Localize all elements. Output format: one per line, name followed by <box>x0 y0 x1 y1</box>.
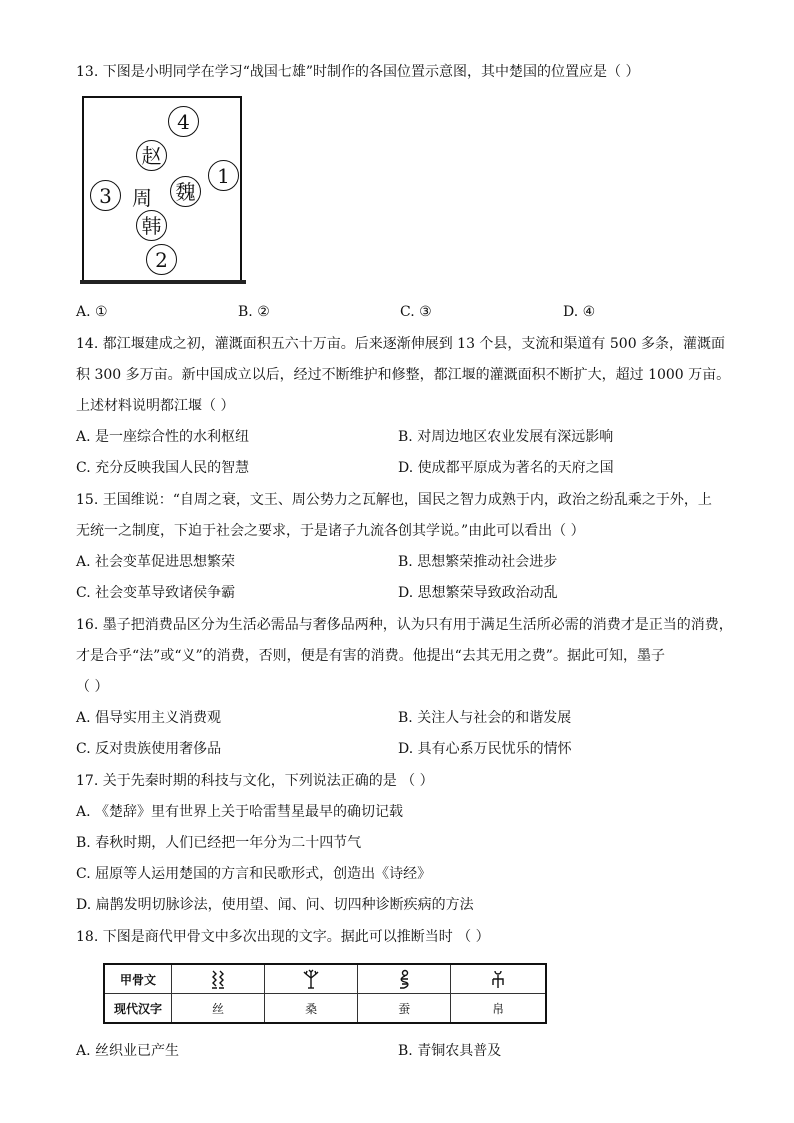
q18-option-a[interactable]: A. 丝织业已产生 <box>76 1043 180 1059</box>
q14-option-c[interactable]: C. 充分反映我国人民的智慧 <box>76 460 250 476</box>
oracle-bo-icon <box>487 968 509 990</box>
q15-option-a[interactable]: A. 社会变革促进思想繁荣 <box>76 554 236 570</box>
oracle-glyph-si <box>172 964 265 994</box>
q16-option-b[interactable]: B. 关注人与社会的和谐发展 <box>398 710 572 726</box>
question-17-stem: 17. 关于先秦时期的科技与文化，下列说法正确的是 （ ） <box>76 773 434 789</box>
question-16-line1: 16. 墨子把消费品区分为生活必需品与奢侈品两种，认为只有用于满足生活所必需的消费才是正当的消费， <box>76 617 733 633</box>
map-position-2: 2 <box>146 244 177 275</box>
map-state-han: 韩 <box>136 210 167 241</box>
q13-option-d[interactable]: D. ④ <box>563 304 596 320</box>
q13-option-c[interactable]: C. ③ <box>400 304 432 320</box>
map-position-1: 1 <box>208 160 239 191</box>
question-15-line1: 15. 王国维说：“自周之衰，文王、周公势力之瓦解也，国民之智力成熟于内，政治之纷乱乘之于外，上 <box>76 492 712 508</box>
question-18-stem: 18. 下图是商代甲骨文中多次出现的文字。据此可以推断当时 （ ） <box>76 929 490 945</box>
question-15-line2: 无统一之制度，下迫于社会之要求，于是诸子九流各创其学说。”由此可以看出（ ） <box>76 523 585 539</box>
q15-option-d[interactable]: D. 思想繁荣导致政治动乱 <box>398 585 558 601</box>
q13-option-a[interactable]: A. ① <box>76 304 108 320</box>
question-14-line2: 积 300 多万亩。新中国成立以后，经过不断维护和修整，都江堰的灌溉面积不断扩大，超过 1000 万亩。 <box>76 367 731 383</box>
q17-option-d[interactable]: D. 扁鹊发明切脉诊法，使用望、闻、问、切四种诊断疾病的方法 <box>76 897 474 913</box>
warring-states-map <box>82 96 242 282</box>
modern-char-header: 现代汉字 <box>104 994 172 1024</box>
question-14-line1: 14. 都江堰建成之初，灌溉面积五六十万亩。后来逐渐伸展到 13 个县，支流和渠道有 500 多条，灌溉面 <box>76 336 726 352</box>
oracle-bone-header: 甲骨文 <box>104 964 172 994</box>
q13-option-b[interactable]: B. ② <box>238 304 270 320</box>
q16-option-a[interactable]: A. 倡导实用主义消费观 <box>76 710 222 726</box>
modern-char-row <box>104 994 546 1024</box>
oracle-sang-icon <box>300 968 322 990</box>
oracle-glyph-bo <box>451 964 546 994</box>
question-16-line2: 才是合乎“法”或“义”的消费，否则，便是有害的消费。他提出“去其无用之费”。据此可知，墨子 <box>76 648 665 664</box>
oracle-bone-table <box>103 963 547 1024</box>
question-13-stem: 13. 下图是小明同学在学习“战国七雄”时制作的各国位置示意图，其中楚国的位置应是（ ） <box>76 64 640 80</box>
modern-char-bo: 帛 <box>451 994 546 1024</box>
modern-char-sang: 桑 <box>265 994 358 1024</box>
q14-option-a[interactable]: A. 是一座综合性的水利枢纽 <box>76 429 250 445</box>
q17-option-b[interactable]: B. 春秋时期，人们已经把一年分为二十四节气 <box>76 835 362 851</box>
q16-option-d[interactable]: D. 具有心系万民忧乐的情怀 <box>398 741 572 757</box>
q15-option-b[interactable]: B. 思想繁荣推动社会进步 <box>398 554 558 570</box>
question-16-line3: （ ） <box>76 679 109 695</box>
modern-char-can: 蚕 <box>358 994 451 1024</box>
map-state-zhao: 赵 <box>136 140 167 171</box>
map-bottom-shadow <box>80 280 246 284</box>
oracle-can-icon <box>393 968 415 990</box>
q15-option-c[interactable]: C. 社会变革导致诸侯争霸 <box>76 585 236 601</box>
q14-option-d[interactable]: D. 使成都平原成为著名的天府之国 <box>398 460 614 476</box>
map-position-3: 3 <box>90 180 121 211</box>
oracle-si-icon <box>207 968 229 990</box>
map-position-4: 4 <box>168 106 199 137</box>
q14-option-b[interactable]: B. 对周边地区农业发展有深远影响 <box>398 429 614 445</box>
oracle-bone-row <box>104 964 546 994</box>
modern-char-si: 丝 <box>172 994 265 1024</box>
q18-option-b[interactable]: B. 青铜农具普及 <box>398 1043 502 1059</box>
q17-option-c[interactable]: C. 屈原等人运用楚国的方言和民歌形式，创造出《诗经》 <box>76 866 432 882</box>
q17-option-a[interactable]: A. 《楚辞》里有世界上关于哈雷彗星最早的确切记载 <box>76 804 404 820</box>
oracle-glyph-sang <box>265 964 358 994</box>
q16-option-c[interactable]: C. 反对贵族使用奢侈品 <box>76 741 222 757</box>
question-14-line3: 上述材料说明都江堰（ ） <box>76 398 235 414</box>
map-state-wei: 魏 <box>170 176 201 207</box>
map-state-zhou: 周 <box>132 186 152 210</box>
oracle-glyph-can <box>358 964 451 994</box>
